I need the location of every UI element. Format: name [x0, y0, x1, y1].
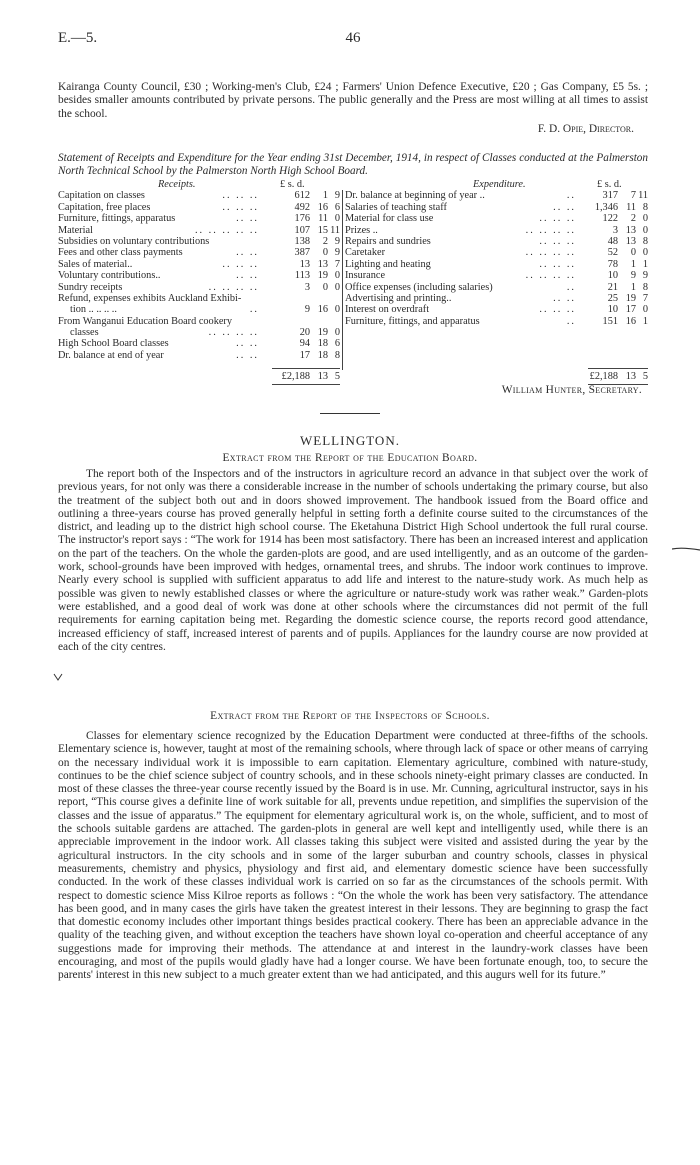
expenditure-currency-header: £ s. d. [597, 179, 622, 190]
receipts-pounds: 113 [294, 270, 310, 282]
receipts-shillings: 11 [318, 213, 328, 225]
expenditure-pence: 11 [638, 190, 648, 202]
receipts-label: Furniture, fittings, apparatus [58, 213, 176, 225]
page-header [58, 30, 648, 52]
receipts-pounds: 3 [304, 281, 310, 293]
expenditure-shillings: 16 [625, 315, 636, 327]
expenditure-leader-dots: .. .. .. .. [525, 270, 576, 282]
receipts-total-shillings: 13 [317, 371, 328, 383]
expenditure-row [345, 202, 648, 213]
receipts-pounds: 20 [299, 327, 310, 339]
expenditure-row [345, 282, 648, 293]
receipts-shillings: 18 [317, 349, 328, 361]
inspectors-subheading: Extract from the Report of the Inspectors of Schools. [210, 710, 490, 722]
receipts-shillings: 0 [322, 281, 328, 293]
receipts-pounds: 492 [294, 201, 310, 213]
expenditure-label: Salaries of teaching staff [345, 201, 447, 213]
director-signature-text: F. D. Opie, Director. [537, 122, 634, 135]
expenditure-leader-dots: .. [566, 315, 576, 327]
receipts-leader-dots: .. .. [236, 270, 259, 282]
receipts-row [58, 213, 341, 224]
expenditure-row [345, 225, 648, 236]
expenditure-shillings: 0 [630, 247, 636, 259]
receipts-pounds: 612 [294, 190, 310, 202]
receipts-shillings: 0 [322, 247, 328, 259]
expenditure-shillings: 1 [630, 281, 636, 293]
expenditure-pounds: 48 [607, 235, 618, 247]
expenditure-shillings: 7 [630, 190, 636, 202]
inspectors-paragraph: Classes for elementary science recognized by the Education Department were conducted at three-fifths of the schools. Elementary science is, however, taught at most of the remaining schools, where through lack of space or other means of carrying on the necessary individual work it is impossible to earn capitation. Elementary agriculture, combined with nature-study, continues to be the chief science subject of country schools, and in these schools ninety-eight primary classes are conducted. In most of these classes the three-year course recently issued by the Board is in use. Mr. Cunning, agricultural instructor, says in his report, “This course gives a definite line of work suitable for all, prevents undue repetition, and simplifies the supervision of the classes and the issue of apparatus.” The equipment for elementary agricultural work is, on the whole, sufficient, and to most of the schools suitable gardens are attached. The garden-plots in general are well kept and intelligently used, while there is an appreciable improvement in the indoor work. All classes taking this subject were visited and assisted during the year by the agricultural instructors. In the city schools and in some of the larger suburban and country schools, classes in physical measurements, chemistry and physics, physiology and first aid, and elementary domestic science have been successfully conducted. In the work of these classes individual work is carried on so far as the circumstances of the schools permit. With respect to domestic science Miss Kilroe reports as follows : “On the whole the work has been very satisfactory. The attendance has been good, and in many cases the girls have taken the greatest interest in their lessons. They are beginning to grasp the fact that domestic economy includes other important things besides practical cookery. There has been an appreciable advance in the quality of the teaching given, and without exception the teachers have shown loyal co-operation and cheerful acceptance of any suggestions made for improving their methods. The attendance at and interest in the laundry-work classes have been encouraging, and most of the pupils would gladly have had a longer course. We have been fortunate enough, too, to secure the parents' interest in this new subject to a much greater extent than we had anticipated, and this augurs well for its future.” [58, 730, 648, 982]
receipts-pounds: 94 [299, 338, 310, 350]
expenditure-pounds: 78 [607, 258, 618, 270]
expenditure-leader-dots: .. [566, 281, 576, 293]
receipts-currency-header: £ s. d. [280, 179, 305, 190]
expenditure-label: Advertising and printing.. [345, 292, 452, 304]
expenditure-pounds: 10 [607, 270, 618, 282]
expenditure-label: Repairs and sundries [345, 235, 431, 247]
receipts-pence: 9 [334, 247, 340, 259]
ledger-divider [342, 190, 343, 370]
expenditure-leader-dots: .. .. .. .. [525, 224, 576, 236]
expenditure-label: Caretaker [345, 247, 386, 259]
receipts-leader-dots: .. .. .. .. .. [194, 224, 259, 236]
receipts-leader-dots: .. .. .. .. [208, 281, 259, 293]
expenditure-shillings: 13 [625, 224, 636, 236]
receipts-row [58, 259, 341, 270]
receipts-pence: 9 [334, 190, 340, 202]
expenditure-label: Interest on overdraft [345, 304, 430, 316]
receipts-label: Capitation on classes [58, 190, 145, 202]
expenditure-row [345, 270, 648, 281]
receipts-pounds: 176 [294, 213, 310, 225]
expenditure-pounds: 1,346 [594, 201, 618, 213]
receipts-label: Sales of material.. [58, 258, 133, 270]
receipts-leader-dots: .. .. [236, 247, 259, 259]
receipts-pence: 6 [334, 338, 340, 350]
expenditure-pence: 0 [642, 304, 648, 316]
expenditure-pounds: 25 [607, 292, 618, 304]
receipts-row [58, 236, 341, 247]
expenditure-pounds: 151 [602, 315, 618, 327]
receipts-row [58, 338, 341, 349]
receipts-label: From Wanganui Education Board cookery [58, 315, 232, 327]
receipts-row [58, 327, 341, 338]
receipts-leader-dots: .. .. [236, 213, 259, 225]
expenditure-leader-dots: .. .. .. [539, 258, 576, 270]
expenditure-row [345, 247, 648, 258]
expenditure-leader-dots: .. .. .. [539, 235, 576, 247]
expenditure-row [345, 236, 648, 247]
receipts-row [58, 293, 341, 304]
expenditure-heading: Expenditure. [473, 179, 526, 190]
expenditure-pounds: 3 [612, 224, 618, 236]
expenditure-leader-dots: .. .. [553, 292, 576, 304]
intro-section [58, 81, 648, 135]
expenditure-pounds: 10 [607, 304, 618, 316]
expenditure-total-rule [588, 368, 648, 369]
expenditure-total-row [345, 371, 648, 382]
expenditure-row [345, 293, 648, 304]
receipts-shillings: 16 [317, 304, 328, 316]
expenditure-shillings: 9 [630, 270, 636, 282]
expenditure-row [345, 259, 648, 270]
expenditure-leader-dots: .. .. .. [539, 213, 576, 225]
expenditure-leader-dots: .. [566, 190, 576, 202]
expenditure-shillings: 17 [625, 304, 636, 316]
inspectors-section [58, 730, 648, 983]
receipts-total-pence: 5 [334, 371, 340, 383]
receipts-label: tion .. .. .. .. [70, 304, 117, 316]
education-board-paragraph: The report both of the Inspectors and of the instructors in agriculture record an advance in that subject over the work of previous years, for not only was there a considerable increase in the number of schools undertaking the primary course, but also the treatment of the subject both out and in doors showed improvement. The handbook issued from the Board office and outlining a three-years course has proved generally helpful in setting forth a definite course suited to the circumstances of the district, and leading up to the district high school course. The Eketahuna District High School undertook the full rural course. The instructor's report says : “The work for 1914 has been most satisfactory. There has been an increased interest and application on the part of the teachers. On the whole the garden-plots are good, and are used intelligently, and as an outcome of the garden-work, school-grounds have been improved with hedges, ornamental trees, and shrubs. The indoor work continues to improve. Nearly every school is supplied with sufficient apparatus to add life and interest to the nature-study work. As much help as possible was given to newly established classes or where the agriculture or nature-study work was rather weak.” Garden-plots were established, and a good deal of work was done at other schools where the circumstances did not permit of the full requirements for earning capitation being met. Regarding the domestic science course, the reports record good attendance, increased efficiency of staff, increased interest of parents and of pupils. Appliances for the laundry course are now provided at each of the city centres. [58, 468, 648, 653]
receipts-row [58, 316, 341, 327]
education-board-subheading: Extract from the Report of the Education Board. [222, 452, 478, 464]
receipts-leader-dots: .. .. [236, 349, 259, 361]
receipts-shillings: 2 [322, 235, 328, 247]
receipts-shillings: 19 [317, 327, 328, 339]
receipts-label: Refund, expenses exhibits Auckland Exhibi- [58, 292, 242, 304]
receipts-row [58, 282, 341, 293]
expenditure-pence: 0 [642, 224, 648, 236]
receipts-pence: 0 [334, 213, 340, 225]
receipts-pence: 0 [334, 327, 340, 339]
expenditure-shillings: 1 [630, 258, 636, 270]
receipts-row [58, 247, 341, 258]
receipts-label: Fees and other class payments [58, 247, 183, 259]
director-signature [58, 123, 648, 135]
receipts-row [58, 190, 341, 201]
receipts-shillings: 13 [317, 258, 328, 270]
receipts-shillings: 15 [317, 224, 328, 236]
receipts-pence: 0 [334, 270, 340, 282]
receipts-total-pounds: £2,188 [281, 371, 310, 383]
receipts-pounds: 9 [304, 304, 310, 316]
receipts-pence: 8 [334, 349, 340, 361]
receipts-heading: Receipts. [158, 179, 196, 190]
receipts-total-row [58, 371, 341, 382]
receipts-row [58, 270, 341, 281]
expenditure-pence: 0 [642, 247, 648, 259]
secretary-signature [58, 384, 648, 396]
receipts-pounds: 107 [294, 224, 310, 236]
receipts-leader-dots: .. .. .. [222, 201, 259, 213]
receipts-leader-dots: .. .. .. [222, 258, 259, 270]
secretary-signature-text: William Hunter, Secretary. [501, 384, 642, 396]
expenditure-pence: 1 [642, 315, 648, 327]
expenditure-shillings: 2 [630, 213, 636, 225]
expenditure-label: Insurance [345, 270, 386, 282]
expenditure-pence: 7 [642, 292, 648, 304]
expenditure-header-row [345, 179, 648, 190]
expenditure-pence: 1 [642, 258, 648, 270]
receipts-leader-dots: .. .. .. [222, 190, 259, 202]
expenditure-row [345, 190, 648, 201]
receipts-leader-dots: .. .. [236, 338, 259, 350]
expenditure-leader-dots: .. .. .. [539, 304, 576, 316]
intro-paragraph: Kairanga County Council, £30 ; Working-men's Club, £24 ; Farmers' Union Defence Executive, £20 ; Gas Company, £5 5s. ; besides smaller amounts contributed by private persons. The public generally and the Press are most willing at all times to assist the school. [58, 81, 648, 120]
receipts-shillings: 16 [317, 201, 328, 213]
receipts-label: High School Board classes [58, 338, 169, 350]
expenditure-shillings: 13 [625, 235, 636, 247]
expenditure-label: Lighting and heating [345, 258, 431, 270]
receipts-total-rule [272, 368, 340, 369]
expenditure-label: Office expenses (including salaries) [345, 281, 493, 293]
expenditure-pence: 0 [642, 213, 648, 225]
expenditure-row [345, 213, 648, 224]
receipts-pence: 6 [334, 201, 340, 213]
wellington-heading: WELLINGTON. [300, 433, 400, 448]
expenditure-row [345, 304, 648, 315]
expenditure-leader-dots: .. .. .. .. [525, 247, 576, 259]
receipts-row [58, 304, 341, 315]
expenditure-shillings: 11 [626, 201, 636, 213]
expenditure-shillings: 19 [625, 292, 636, 304]
expenditure-pounds: 317 [602, 190, 618, 202]
expenditure-pence: 9 [642, 270, 648, 282]
expenditure-pounds: 21 [607, 281, 618, 293]
expenditure-row [345, 316, 648, 327]
expenditure-label: Furniture, fittings, and apparatus [345, 315, 480, 327]
receipts-shillings: 18 [317, 338, 328, 350]
receipts-label: Capitation, free places [58, 201, 151, 213]
expenditure-pounds: 122 [602, 213, 618, 225]
receipts-pounds: 13 [299, 258, 310, 270]
receipts-label: Sundry receipts [58, 281, 123, 293]
receipts-column [58, 179, 341, 383]
expenditure-label: Prizes .. [345, 224, 378, 236]
education-board-section [58, 468, 648, 654]
receipts-pence: 7 [334, 258, 340, 270]
receipts-pounds: 387 [294, 247, 310, 259]
receipts-row [58, 202, 341, 213]
expenditure-label: Dr. balance at beginning of year .. [345, 190, 485, 202]
receipts-pence: 0 [334, 304, 340, 316]
receipts-label: Dr. balance at end of year [58, 349, 164, 361]
expenditure-total-pounds: £2,188 [589, 371, 618, 383]
expenditure-pence: 8 [642, 281, 648, 293]
expenditure-total-pence: 5 [642, 371, 648, 383]
margin-pencil-mark [672, 544, 700, 554]
expenditure-pounds: 52 [607, 247, 618, 259]
receipts-label: Subsidies on voluntary contributions [58, 235, 210, 247]
expenditure-total-shillings: 13 [625, 371, 636, 383]
receipts-label: Voluntary contributions.. [58, 270, 161, 282]
expenditure-pence: 8 [642, 235, 648, 247]
receipts-pence: 11 [330, 224, 340, 236]
receipts-pounds: 138 [294, 235, 310, 247]
receipts-pence: 9 [334, 235, 340, 247]
section-separator [320, 413, 380, 414]
page-reference: E.—5. [58, 30, 98, 46]
receipts-shillings: 1 [322, 190, 328, 202]
margin-caret-mark [53, 672, 63, 682]
receipts-pence: 0 [334, 281, 340, 293]
expenditure-pence: 8 [642, 201, 648, 213]
receipts-label: Material [58, 224, 93, 236]
receipts-pounds: 17 [299, 349, 310, 361]
receipts-leader-dots: .. [249, 304, 259, 316]
receipts-row [58, 350, 341, 361]
receipts-label: classes [70, 327, 99, 339]
expenditure-leader-dots: .. .. [553, 201, 576, 213]
expenditure-column [345, 179, 648, 383]
statement-title: Statement of Receipts and Expenditure for the Year ending 31st December, 1914, in respect of Classes conducted at the Palmerston North Technical School by the Palmerston North High School Board. [58, 152, 648, 178]
receipts-row [58, 225, 341, 236]
receipts-shillings: 19 [317, 270, 328, 282]
receipts-leader-dots: .. .. .. .. [208, 327, 259, 339]
receipts-header-row [58, 179, 341, 190]
page-number: 46 [345, 30, 361, 46]
expenditure-label: Material for class use [345, 213, 434, 225]
